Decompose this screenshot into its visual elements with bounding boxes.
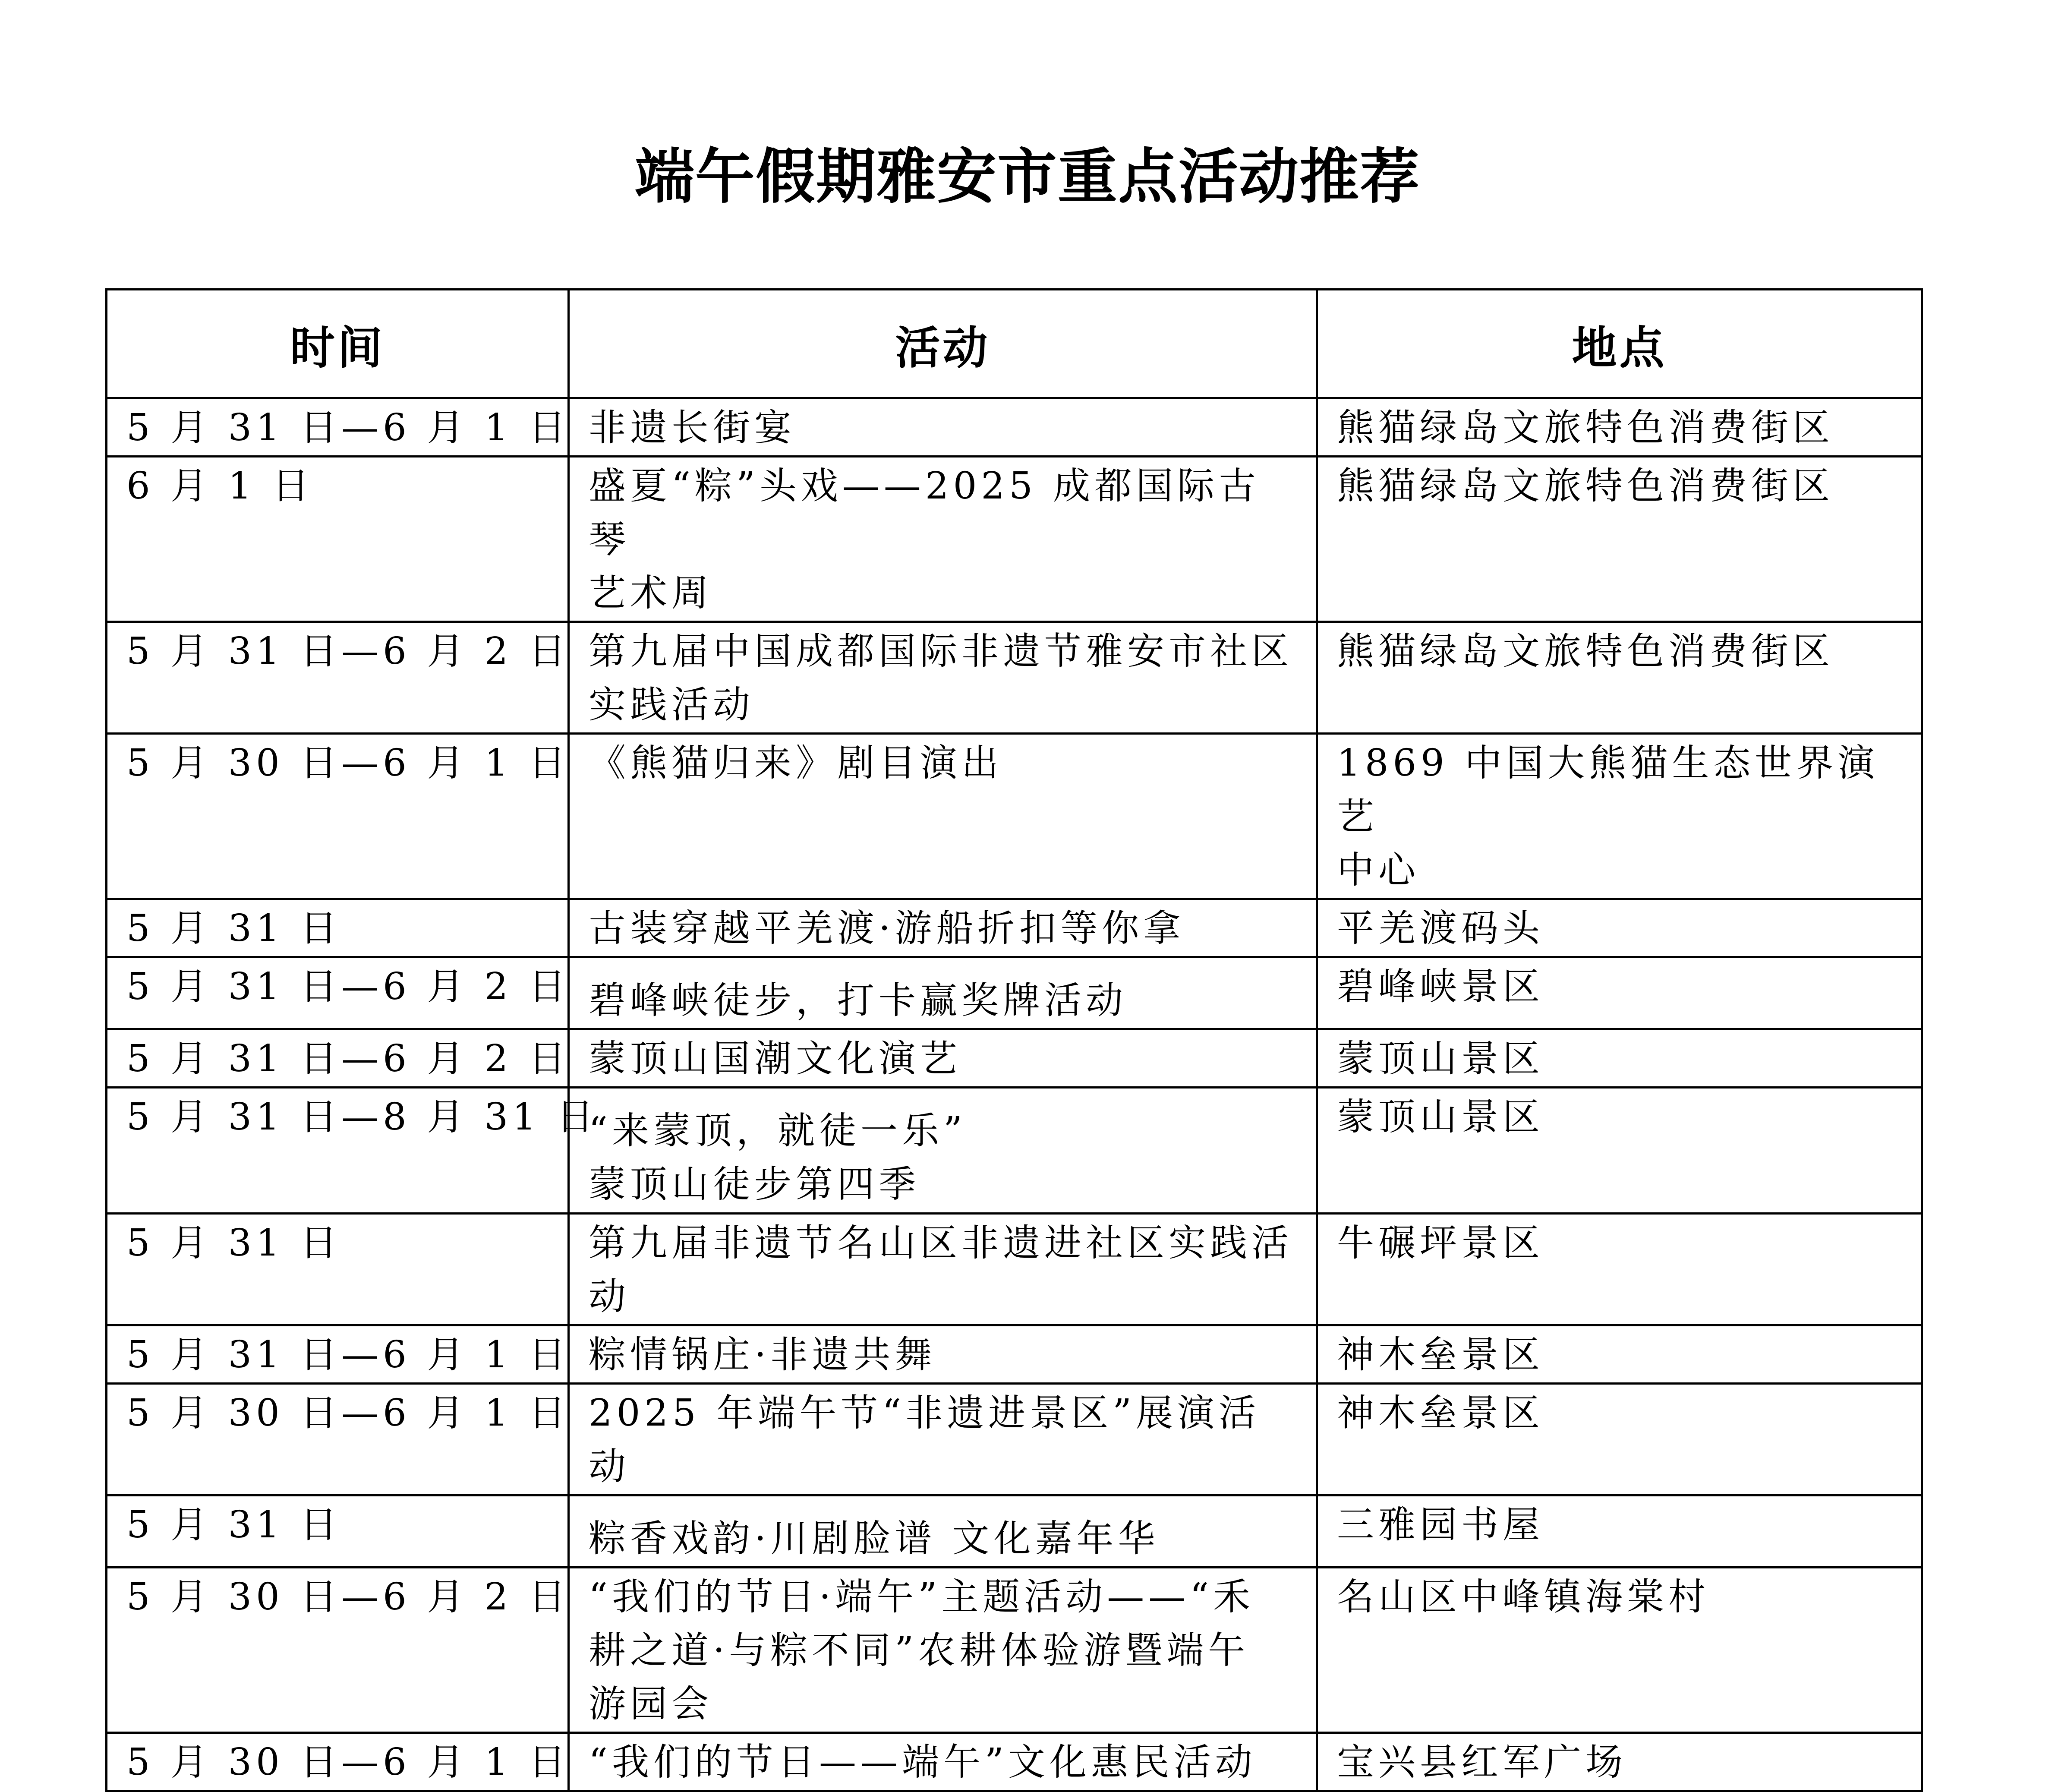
cell-activity	[569, 957, 1317, 1029]
location-line: 熊猫绿岛文旅特色消费街区	[1337, 630, 1834, 673]
table-row	[107, 1325, 1922, 1384]
activity-line: “来蒙顶，就徒一乐”	[589, 1109, 967, 1152]
cell-time: 5 月 30 日—6 月 1 日	[107, 1384, 569, 1495]
cell-time: 5 月 31 日—6 月 2 日	[107, 622, 569, 734]
location-line: 神木垒景区	[1337, 1391, 1544, 1435]
cell-activity	[569, 622, 1317, 734]
cell-time: 5 月 31 日—6 月 2 日	[107, 957, 569, 1029]
cell-activity	[569, 899, 1317, 957]
cell-location	[1317, 398, 1922, 457]
location-line: 熊猫绿岛文旅特色消费街区	[1337, 464, 1834, 508]
activity-line: 动	[589, 1275, 630, 1318]
location-line: 碧峰峡景区	[1337, 965, 1544, 1008]
cell-activity	[569, 1325, 1317, 1384]
activity-line: 第九届中国成都国际非遗节雅安市社区	[589, 630, 1293, 673]
location-line: 神木垒景区	[1337, 1333, 1544, 1376]
table-row	[107, 899, 1922, 957]
cell-location	[1317, 622, 1922, 734]
cell-activity	[569, 1214, 1317, 1325]
cell-time: 5 月 31 日—6 月 2 日	[107, 1029, 569, 1088]
cell-location	[1317, 1029, 1922, 1088]
table-row	[107, 1029, 1922, 1088]
activity-line: 粽香戏韵·川剧脸谱 文化嘉年华	[589, 1517, 1160, 1560]
activity-line: 粽情锅庄·非遗共舞	[589, 1333, 936, 1376]
cell-activity	[569, 734, 1317, 899]
cell-location	[1317, 957, 1922, 1029]
cell-activity	[569, 1733, 1317, 1791]
cell-location	[1317, 1495, 1922, 1568]
cell-time: 6 月 1 日	[107, 457, 569, 622]
location-line: 三雅园书屋	[1337, 1503, 1544, 1546]
table-row	[107, 957, 1922, 1029]
location-line: 宝兴县红军广场	[1337, 1741, 1627, 1784]
header-location: 地点	[1317, 290, 1922, 398]
activity-line: 碧峰峡徒步，打卡赢奖牌活动	[589, 979, 1127, 1022]
location-line: 名山区中峰镇海棠村	[1337, 1575, 1710, 1618]
activity-line: 实践活动	[589, 683, 754, 726]
table-row	[107, 398, 1922, 457]
table-row	[107, 622, 1922, 734]
location-line: 中心	[1337, 849, 1420, 892]
cell-location	[1317, 1214, 1922, 1325]
location-line: 平羌渡码头	[1337, 907, 1544, 950]
cell-activity	[569, 398, 1317, 457]
cell-time: 5 月 31 日—8 月 31 日	[107, 1088, 569, 1214]
table-row	[107, 1214, 1922, 1325]
cell-activity	[569, 457, 1317, 622]
cell-location	[1317, 1325, 1922, 1384]
table-row	[107, 1733, 1922, 1791]
location-line: 牛碾坪景区	[1337, 1221, 1544, 1265]
activity-line: 蒙顶山徒步第四季	[589, 1163, 920, 1206]
cell-time: 5 月 31 日—6 月 1 日	[107, 1325, 569, 1384]
activity-line: 《熊猫归来》剧目演出	[589, 741, 1003, 785]
activity-line: 盛夏“粽”头戏——2025 成都国际古琴	[589, 464, 1261, 561]
table-row	[107, 734, 1922, 899]
table-row	[107, 1495, 1922, 1568]
cell-time: 5 月 30 日—6 月 1 日	[107, 734, 569, 899]
cell-location	[1317, 1088, 1922, 1214]
activity-schedule-table	[105, 288, 1923, 1792]
table-row	[107, 1384, 1922, 1495]
document-title: 端午假期雅安市重点活动推荐	[634, 142, 1420, 211]
activity-line: 2025 年端午节“非遗进景区”展演活动	[589, 1391, 1261, 1488]
cell-time: 5 月 30 日—6 月 2 日	[107, 1568, 569, 1733]
cell-location	[1317, 1733, 1922, 1791]
cell-time: 5 月 31 日	[107, 1214, 569, 1325]
activity-line: “我们的节日——端午”文化惠民活动	[589, 1741, 1257, 1784]
table-row	[107, 1088, 1922, 1214]
header-activity: 活动	[569, 290, 1317, 398]
table-row	[107, 457, 1922, 622]
location-line: 熊猫绿岛文旅特色消费街区	[1337, 406, 1834, 449]
activity-line: 古装穿越平羌渡·游船折扣等你拿	[589, 907, 1185, 950]
activity-line: 第九届非遗节名山区非遗进社区实践活	[589, 1221, 1293, 1265]
cell-location	[1317, 1384, 1922, 1495]
cell-activity	[569, 1495, 1317, 1568]
cell-location	[1317, 734, 1922, 899]
cell-activity	[569, 1088, 1317, 1214]
table-row	[107, 1568, 1922, 1733]
location-line: 1869 中国大熊猫生态世界演艺	[1337, 741, 1879, 838]
cell-location	[1317, 899, 1922, 957]
cell-time: 5 月 31 日	[107, 1495, 569, 1568]
table-body	[107, 398, 1922, 1791]
cell-time: 5 月 31 日	[107, 899, 569, 957]
cell-time: 5 月 31 日—6 月 1 日	[107, 398, 569, 457]
header-time: 时间	[107, 290, 569, 398]
activity-line: 非遗长街宴	[589, 406, 796, 449]
cell-activity	[569, 1568, 1317, 1733]
cell-location	[1317, 457, 1922, 622]
activity-line: 游园会	[589, 1682, 713, 1726]
table-header-row	[107, 290, 1922, 398]
activity-line: 耕之道·与粽不同”农耕体验游暨端午	[589, 1629, 1250, 1672]
activity-line: 艺术周	[589, 571, 713, 615]
cell-location	[1317, 1568, 1922, 1733]
cell-time: 5 月 30 日—6 月 1 日	[107, 1733, 569, 1791]
activity-line: “我们的节日·端午”主题活动——“禾	[589, 1575, 1255, 1618]
activity-line: 蒙顶山国潮文化演艺	[589, 1037, 961, 1080]
location-line: 蒙顶山景区	[1337, 1095, 1544, 1139]
cell-activity	[569, 1384, 1317, 1495]
location-line: 蒙顶山景区	[1337, 1037, 1544, 1080]
cell-activity	[569, 1029, 1317, 1088]
